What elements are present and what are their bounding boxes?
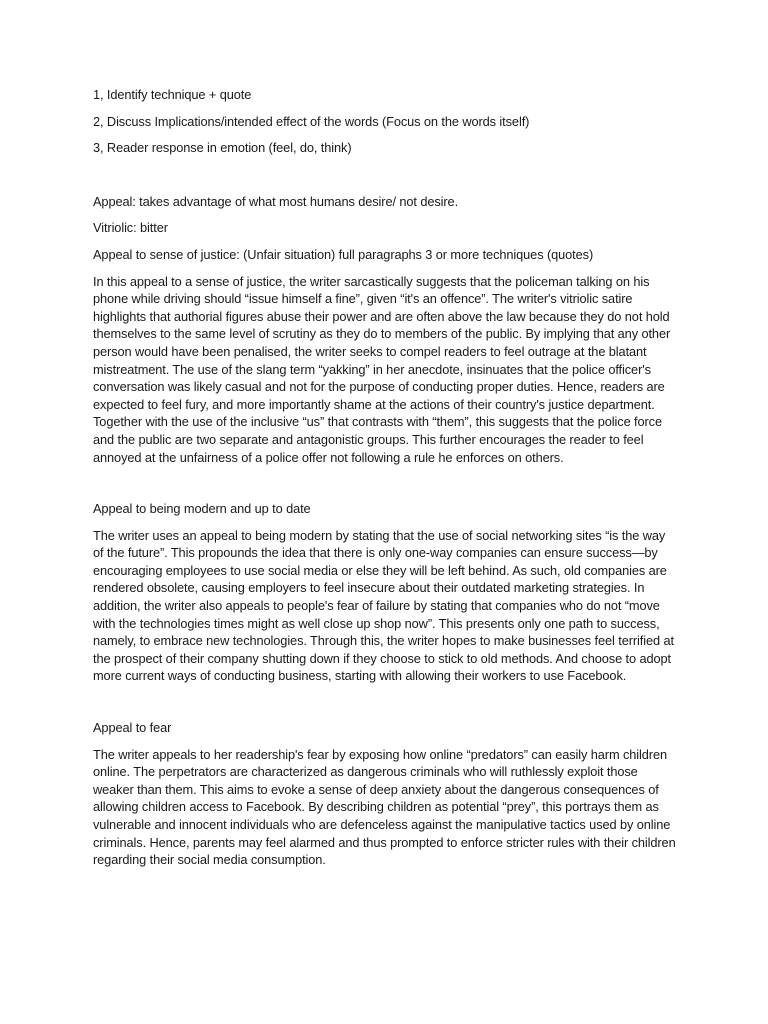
section-heading-justice: Appeal to sense of justice: (Unfair situation) full paragraphs 3 or more techniques (quotes) [93, 246, 594, 262]
instruction-step-3: 3, Reader response in emotion (feel, do, think) [93, 140, 352, 156]
definition-appeal: Appeal: takes advantage of what most humans desire/ not desire. [93, 193, 459, 209]
section-paragraph-modern: The writer uses an appeal to being modern by stating that the use of social networking sites “is the way of the future”. This propounds the idea that there is only one-way companies can ensure success—by encouraging employees to use social media or else they will be left behind. As such, old companies are rendered obsolete, causing employers to feel insecure about their outdated marketing strategies. In addition, the writer also appeals to people's fear of failure by stating that companies who do not “move with the technologies times might as well close up shop now”. This presents only one path to success, namely, to embrace new technologies. Through this, the writer hopes to make businesses feel terrified at the prospect of their company shutting down if they choose to stick to old methods. And choose to adopt more current ways of conducting business, starting with allowing their workers to use Facebook. [93, 527, 674, 684]
section-paragraph-justice: In this appeal to a sense of justice, the writer sarcastically suggests that the policeman talking on his phone while driving should “issue himself a fine”, given “it's an offence”. The writer's vitriolic satire highlights that authorial figures abuse their power and are often above the law because they do not hold themselves to the same level of scrutiny as they do to members of the public. By implying that any other person would have been penalised, the writer seeks to compel readers to feel outrage at the blatant mistreatment. The use of the slang term “yakking” in her anecdote, insinuates that the police officer's conversation was likely casual and not for the purpose of conducting proper duties. Hence, readers are expected to feel fury, and more importantly shame at the actions of their country's justice department. Together with the use of the inclusive “us” that contrasts with “them”, this suggests that the police force and the public are two separate and antagonistic groups. This further encourages the reader to feel annoyed at the unfairness of a police offer not following a rule he enforces on others. [93, 273, 671, 465]
definition-vitriolic: Vitriolic: bitter [93, 220, 168, 236]
section-heading-fear: Appeal to fear [93, 720, 172, 736]
section-heading-modern: Appeal to being modern and up to date [93, 501, 311, 517]
document-page [93, 86, 678, 869]
instruction-step-2: 2, Discuss Implications/intended effect of the words (Focus on the words itself) [93, 113, 530, 129]
instruction-step-1: 1, Identify technique + quote [93, 87, 252, 102]
section-paragraph-fear: The writer appeals to her readership's fear by exposing how online “predators” can easily harm children online. The perpetrators are characterized as dangerous criminals who will ruthlessly exploit those weaker than them. This aims to evoke a sense of deep anxiety about the dangerous consequences of allowing children access to Facebook. By describing children as potential “prey”, this portrays them as vulnerable and innocent individuals who are defenceless against the manipulative tactics used by online criminals. Hence, parents may feel alarmed and thus prompted to enforce stricter rules with their children regarding their social media consumption. [93, 746, 676, 868]
